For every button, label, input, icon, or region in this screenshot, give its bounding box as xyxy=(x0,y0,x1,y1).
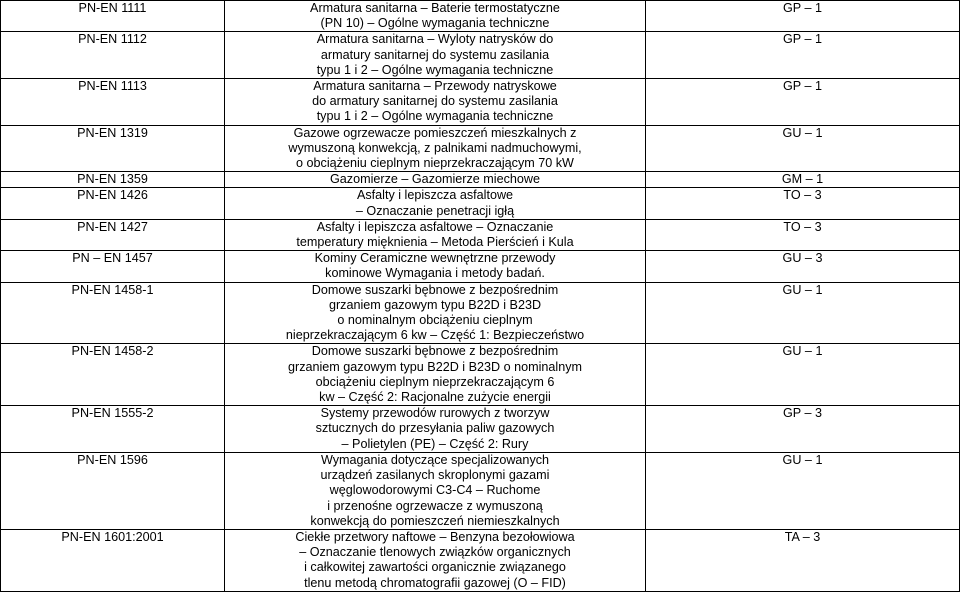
standard-number: PN-EN 1426 xyxy=(1,188,225,219)
table-row xyxy=(1,1,960,32)
standard-number: PN-EN 1111 xyxy=(1,1,225,32)
title-line: wymuszoną konwekcją, z palnikami nadmuchowymi, xyxy=(288,140,582,155)
title-line: o obciążeniu cieplnym nieprzekraczającym 70 kW xyxy=(296,156,574,171)
category-code: TO – 3 xyxy=(646,188,960,219)
title-line: (PN 10) – Ogólne wymagania techniczne xyxy=(320,16,550,31)
standard-title xyxy=(225,79,646,126)
title-line: o nominalnym obciążeniu cieplnym xyxy=(337,313,533,328)
table-row xyxy=(1,251,960,282)
category-code: GU – 3 xyxy=(646,251,960,282)
title-line: temperatury mięknienia – Metoda Pierścień i Kula xyxy=(296,235,574,250)
standard-title xyxy=(225,219,646,250)
standard-number: PN-EN 1319 xyxy=(1,125,225,172)
title-line: sztucznych do przesyłania paliw gazowych xyxy=(315,421,555,436)
table-row xyxy=(1,452,960,529)
category-code: GU – 1 xyxy=(646,452,960,529)
title-line: i przenośne ogrzewacze z wymuszoną xyxy=(327,498,543,513)
title-line: – Oznaczanie penetracji igłą xyxy=(355,203,515,218)
standard-number: PN-EN 1458-2 xyxy=(1,344,225,406)
standard-number: PN-EN 1601:2001 xyxy=(1,529,225,591)
table-row xyxy=(1,406,960,453)
title-line: węglowodorowymi C3-C4 – Ruchome xyxy=(329,483,541,498)
category-code: TA – 3 xyxy=(646,529,960,591)
title-line: konwekcją do pomieszczeń niemieszkalnych xyxy=(310,513,560,528)
category-code: GU – 1 xyxy=(646,282,960,344)
title-line: grzaniem gazowym typu B22D i B23D o nominalnym xyxy=(288,359,582,374)
title-line: Ciekłe przetwory naftowe – Benzyna bezołowiowa xyxy=(295,529,575,544)
title-line: grzaniem gazowym typu B22D i B23D xyxy=(328,297,542,312)
title-line: Domowe suszarki bębnowe z bezpośrednim xyxy=(311,282,559,297)
title-line: Armatura sanitarna – Przewody natryskowe xyxy=(313,79,557,94)
standard-title xyxy=(225,172,646,188)
table-row xyxy=(1,344,960,406)
standard-number: PN-EN 1458-1 xyxy=(1,282,225,344)
table-row xyxy=(1,125,960,172)
title-line: typu 1 i 2 – Ogólne wymagania techniczne xyxy=(316,62,554,77)
category-code: GU – 1 xyxy=(646,344,960,406)
standard-title xyxy=(225,1,646,32)
table-row xyxy=(1,188,960,219)
standard-title xyxy=(225,452,646,529)
standard-number: PN-EN 1113 xyxy=(1,79,225,126)
table-row xyxy=(1,282,960,344)
table-row xyxy=(1,529,960,591)
standard-number: PN-EN 1555-2 xyxy=(1,406,225,453)
title-line: kominowe Wymagania i metody badań. xyxy=(325,266,545,281)
table-row xyxy=(1,219,960,250)
category-code: GM – 1 xyxy=(646,172,960,188)
title-line: Systemy przewodów rurowych z tworzyw xyxy=(320,406,550,421)
title-line: Armatura sanitarna – Wyloty natrysków do xyxy=(316,32,554,47)
standard-number: PN-EN 1427 xyxy=(1,219,225,250)
category-code: GP – 1 xyxy=(646,79,960,126)
standards-table-body xyxy=(1,1,960,592)
title-line: – Polietylen (PE) – Część 2: Rury xyxy=(341,436,529,451)
standard-title xyxy=(225,32,646,79)
category-code: GP – 1 xyxy=(646,32,960,79)
title-line: – Oznaczanie tlenowych związków organicznych xyxy=(299,545,571,560)
title-line: Asfalty i lepiszcza asfaltowe – Oznaczanie xyxy=(316,219,554,234)
standard-title xyxy=(225,282,646,344)
standard-number: PN – EN 1457 xyxy=(1,251,225,282)
standard-number: PN-EN 1596 xyxy=(1,452,225,529)
title-line: Domowe suszarki bębnowe z bezpośrednim xyxy=(311,344,559,359)
category-code: GU – 1 xyxy=(646,125,960,172)
table-row xyxy=(1,172,960,188)
title-line: tlenu metodą chromatografii gazowej (O – FID) xyxy=(304,575,566,590)
standard-title xyxy=(225,125,646,172)
table-row xyxy=(1,79,960,126)
standard-number: PN-EN 1359 xyxy=(1,172,225,188)
title-line: Gazomierze – Gazomierze miechowe xyxy=(330,172,540,187)
title-line: nieprzekraczającym 6 kw – Część 1: Bezpieczeństwo xyxy=(285,328,585,343)
title-line: Armatura sanitarna – Baterie termostatyczne xyxy=(310,1,560,15)
category-code: TO – 3 xyxy=(646,219,960,250)
title-line: urządzeń zasilanych skroplonymi gazami xyxy=(320,468,550,483)
title-line: i całkowitej zawartości organicznie związanego xyxy=(304,560,566,575)
standard-title xyxy=(225,188,646,219)
category-code: GP – 3 xyxy=(646,406,960,453)
title-line: typu 1 i 2 – Ogólne wymagania techniczne xyxy=(316,109,554,124)
table-row xyxy=(1,32,960,79)
category-code: GP – 1 xyxy=(646,1,960,32)
standard-title xyxy=(225,344,646,406)
standard-title xyxy=(225,251,646,282)
title-line: Gazowe ogrzewacze pomieszczeń mieszkalnych z xyxy=(293,125,577,140)
standard-number: PN-EN 1112 xyxy=(1,32,225,79)
standard-title xyxy=(225,406,646,453)
standard-title xyxy=(225,529,646,591)
title-line: Kominy Ceramiczne wewnętrzne przewody xyxy=(314,251,556,266)
title-line: Wymagania dotyczące specjalizowanych xyxy=(320,452,550,467)
title-line: do armatury sanitarnej do systemu zasilania xyxy=(312,94,558,109)
title-line: Asfalty i lepiszcza asfaltowe xyxy=(356,188,514,203)
title-line: kw – Część 2: Racjonalne zużycie energii xyxy=(319,390,551,405)
title-line: armatury sanitarnej do systemu zasilania xyxy=(320,47,550,62)
title-line: obciążeniu cieplnym nieprzekraczającym 6 xyxy=(315,374,555,389)
